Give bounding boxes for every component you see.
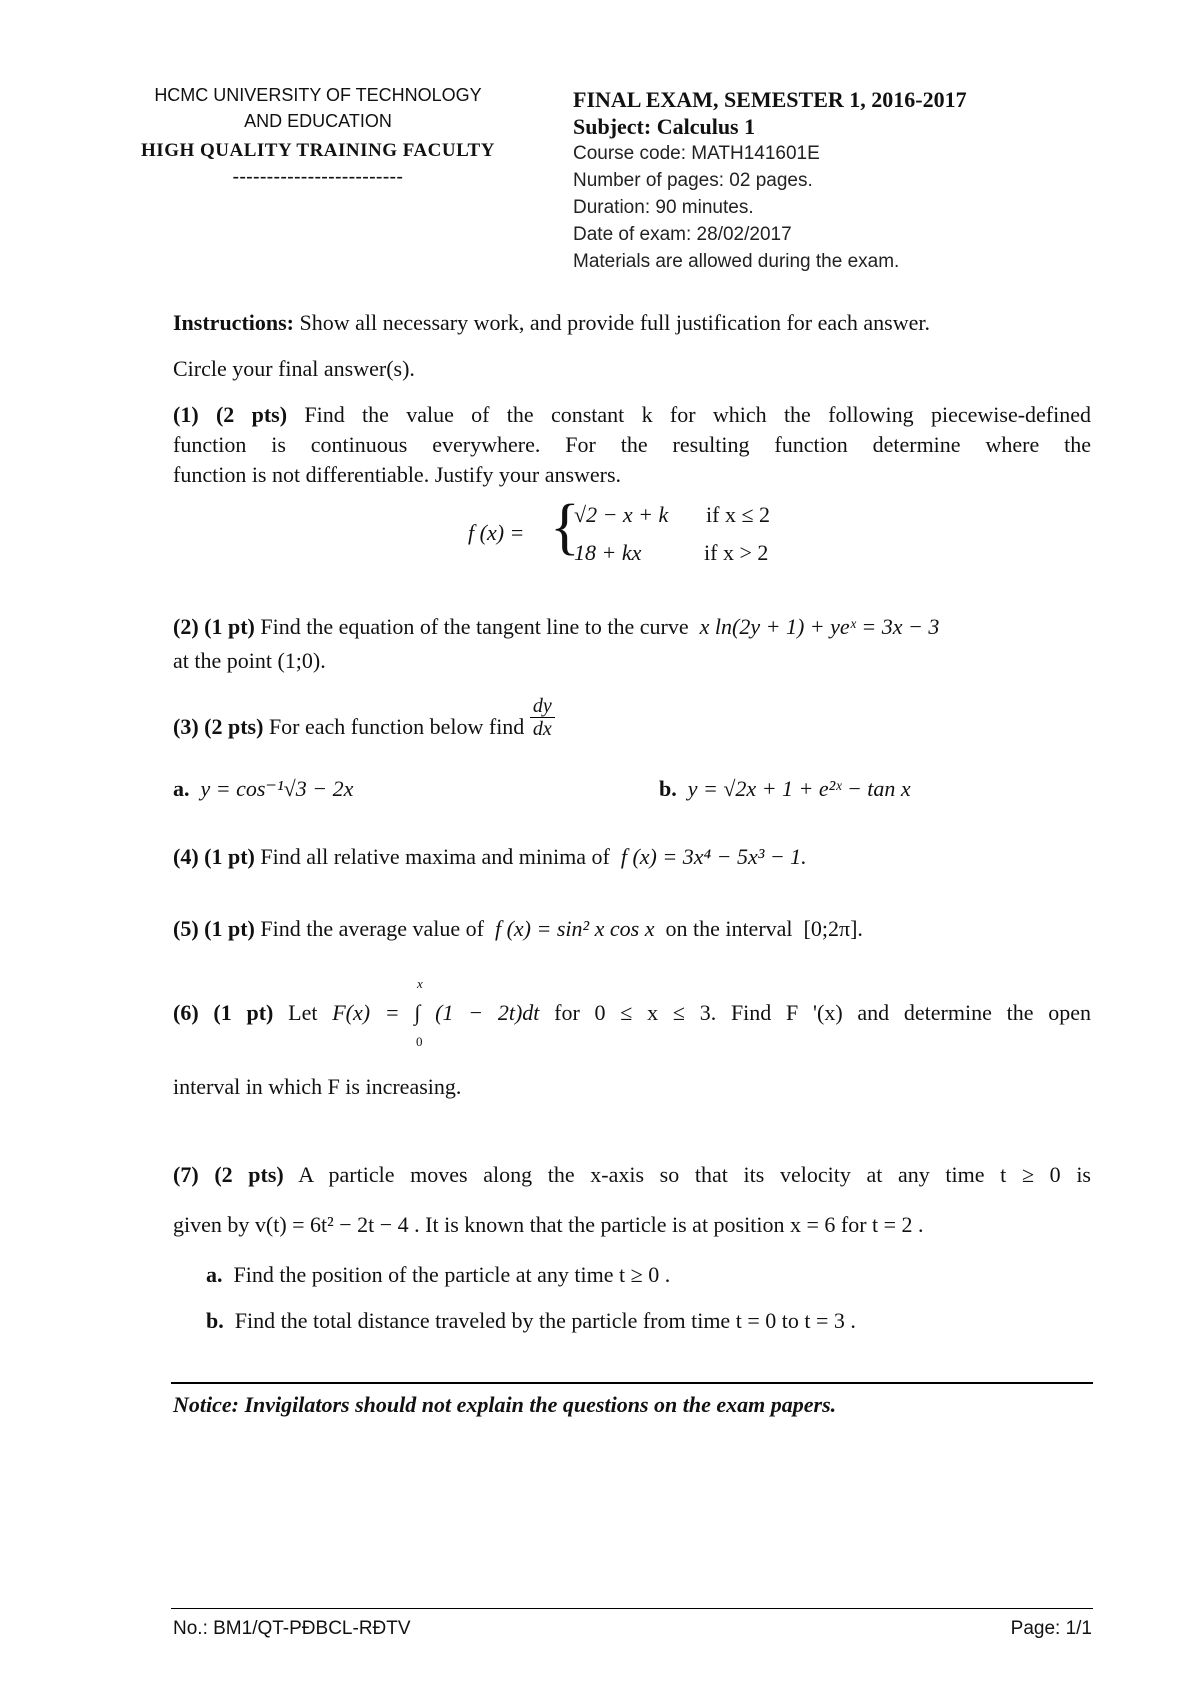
- q1-case1-expr: √2 − x + k: [574, 502, 669, 527]
- q1-number: (1): [173, 402, 199, 427]
- notice-divider: [171, 1382, 1093, 1384]
- q7-b-text: Find the total distance traveled by the particle from time t = 0 to t = 3 .: [234, 1308, 856, 1333]
- q7-part-b: [206, 1306, 856, 1336]
- question-2: [173, 612, 939, 642]
- q3-b-expr: y = √2x + 1 + e²ˣ − tan x: [687, 776, 911, 801]
- q3-text: For each function below find: [268, 714, 525, 739]
- question-6: [173, 998, 1091, 1028]
- q6-upper-limit: x: [417, 976, 423, 991]
- q5-points: (1 pt): [204, 916, 255, 941]
- q7-part-a: [206, 1260, 670, 1290]
- q7-a-label: a.: [206, 1262, 223, 1287]
- question-7: [173, 1160, 1091, 1190]
- q6-number: (6): [173, 1000, 199, 1025]
- question-1: [173, 400, 1091, 490]
- q3-part-a: [173, 774, 353, 804]
- q1-case1-cond: if x ≤ 2: [706, 502, 771, 527]
- university-line2: AND EDUCATION: [244, 111, 392, 131]
- q1-line3: function is not differentiable. Justify your answers.: [173, 462, 622, 487]
- q6-points: (1 pt): [213, 1000, 274, 1025]
- q7-number: (7): [173, 1162, 199, 1187]
- q6-let: Let: [288, 1000, 318, 1025]
- q2-line1: Find the equation of the tangent line to the curve: [260, 614, 689, 639]
- q6-lower-limit: 0: [416, 1034, 423, 1049]
- q2-number: (2): [173, 614, 199, 639]
- instructions-line2: Circle your final answer(s).: [173, 356, 415, 381]
- q3-frac-den: dx: [532, 718, 552, 741]
- instructions-text: Show all necessary work, and provide full justification for each answer.: [299, 310, 930, 335]
- q3-frac-num: dy: [530, 695, 555, 718]
- q7-points: (2 pts): [214, 1162, 284, 1187]
- q2-equation: x ln(2y + 1) + yeˣ = 3x − 3: [699, 614, 940, 639]
- q4-expr: f (x) = 3x⁴ − 5x³ − 1.: [620, 844, 807, 869]
- university-line1: HCMC UNIVERSITY OF TECHNOLOGY: [154, 85, 482, 105]
- header-dashes: -------------------------: [232, 166, 404, 187]
- materials-note: Materials are allowed during the exam.: [573, 251, 900, 272]
- q1-line1: Find the value of the constant k for which the following piecewise-defined: [304, 402, 1092, 427]
- exam-info: [573, 86, 967, 275]
- q4-points: (1 pt): [204, 844, 255, 869]
- q1-brace: {: [550, 493, 580, 561]
- question-3: [173, 695, 555, 742]
- q7-line1: A particle moves along the x-axis so that its velocity at any time t ≥ 0 is: [298, 1162, 1091, 1187]
- q2-line2: at the point (1;0).: [173, 648, 326, 673]
- q1-f-label: f (x) =: [468, 520, 525, 545]
- q6-expr: F(x) = ∫ (1 − 2t)dt: [332, 1000, 540, 1025]
- university-header: [108, 82, 528, 190]
- q3-b-label: b.: [659, 776, 677, 801]
- q1-case2-cond: if x > 2: [704, 540, 769, 565]
- q1-line2: function is continuous everywhere. For the resulting function determine where the: [173, 432, 1091, 457]
- q3-number: (3): [173, 714, 199, 739]
- q5-number: (5): [173, 916, 199, 941]
- instructions-label: Instructions:: [173, 310, 295, 335]
- q3-points: (2 pts): [204, 714, 264, 739]
- exam-date: Date of exam: 28/02/2017: [573, 224, 792, 245]
- subject: Subject: Calculus 1: [573, 114, 756, 139]
- q3-a-expr: y = cos⁻¹√3 − 2x: [200, 776, 354, 801]
- instructions: [173, 308, 930, 338]
- q1-points: (2 pts): [215, 402, 288, 427]
- q7-a-text: Find the position of the particle at any time t ≥ 0 .: [233, 1262, 671, 1287]
- page-count: Number of pages: 02 pages.: [573, 170, 813, 191]
- q1-case2-expr: 18 + kx: [574, 540, 642, 565]
- q3-derivative-fraction: [530, 695, 555, 740]
- footer-divider: [171, 1608, 1093, 1609]
- q3-a-label: a.: [173, 776, 190, 801]
- q5-expr: f (x) = sin² x cos x: [494, 916, 655, 941]
- q6-text: for 0 ≤ x ≤ 3. Find F '(x) and determine the open: [554, 1000, 1092, 1025]
- notice: Notice: Invigilators should not explain the questions on the exam papers.: [173, 1392, 837, 1417]
- q7-b-label: b.: [206, 1308, 224, 1333]
- exam-title: FINAL EXAM, SEMESTER 1, 2016-2017: [573, 87, 967, 112]
- q5-text2: on the interval: [665, 916, 793, 941]
- q4-number: (4): [173, 844, 199, 869]
- q3-part-b: [659, 774, 911, 804]
- question-4: [173, 842, 807, 872]
- question-5: [173, 914, 863, 944]
- q4-text: Find all relative maxima and minima of: [260, 844, 610, 869]
- course-code: Course code: MATH141601E: [573, 143, 820, 164]
- q2-points: (1 pt): [204, 614, 255, 639]
- q5-text: Find the average value of: [260, 916, 484, 941]
- document-number: No.: BM1/QT-PĐBCL-RĐTV: [173, 1618, 411, 1639]
- faculty-name: HIGH QUALITY TRAINING FACULTY: [141, 140, 495, 161]
- q5-interval: [0;2π].: [803, 916, 863, 941]
- page-number: Page: 1/1: [1010, 1618, 1092, 1639]
- q7-line2: given by v(t) = 6t² − 2t − 4 . It is known that the particle is at position x = 6 for t = 2 .: [173, 1212, 924, 1237]
- duration: Duration: 90 minutes.: [573, 197, 754, 218]
- q6-line2: interval in which F is increasing.: [173, 1074, 462, 1099]
